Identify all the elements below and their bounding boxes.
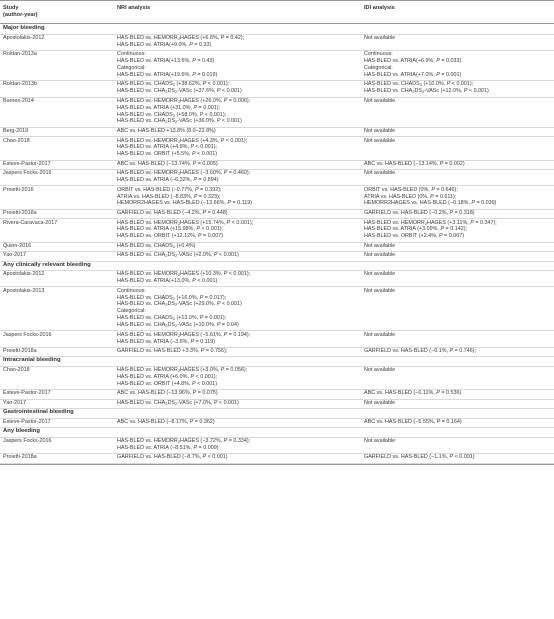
nri-cell: Continuous: HAS-BLED vs. $CHADS_2$ (+16.0%, P = 0.017); HAS-BLED vs. $CHA_2DS_2$-VASc (+29.0%, P < 0.001) Categorical: HAS-BLED vs. $CHADS_2$ (+13.0%, P = 0.001); HAS-BLED vs. $CHA_2DS_2$-VASc (+10.0%, P = 0.04)	[117, 287, 242, 329]
study-cell: Yao-2017	[3, 252, 26, 259]
nri-cell: ABC vs. HAS-BLED (−13.74%, P = 0.005)	[117, 160, 218, 167]
idi-cell: Continuous: HAS-BLED vs. ATRIA(+6.9%, P = 0.033) Categorical: HAS-BLED vs. ATRIA(+7.0%, P = 0.001)	[364, 51, 462, 78]
idi-cell: Not available	[364, 399, 396, 406]
study-cell: Proietti-2016	[3, 186, 34, 193]
study-cell: Barnes-2014	[3, 97, 34, 104]
nri-cell: HAS-BLED vs. $HEMORR_2HAGES$ (+10.3%, P < 0.001); HAS-BLED vs. ATRIA(+13.0%, P < 0.001)	[117, 271, 251, 285]
idi-cell: HAS-BLED vs. $HEMORR_2HAGES$ (+3.11%, P = 0.347); HAS-BLED vs. ATRIA (+3.09%, P = 0.142); HAS-BLED vs. ORBIT (+2.4%, P = 0.067)	[364, 219, 497, 240]
table-row	[0, 187, 554, 210]
study-cell: Jaspers Focks-2016	[3, 331, 52, 338]
idi-cell: ORBIT vs. HAS-BLED (0%, P = 0.646); ATRIA vs. HAS-BLED (0%, P = 0.611); HEMORR2HAGES vs. HAS-BLED (−0.18%, P = 0.039)	[364, 186, 497, 207]
idi-cell: ABC vs. HAS-BLED (−13.14%, P = 0.002)	[364, 160, 465, 167]
table-header	[0, 0, 554, 24]
idi-cell: HAS-BLED vs. $CHADS_2$ (+10.0%, P < 0.001); HAS-BLED vs. $CHA_2DS_2$-VASc (+12.0%, P < 0.001)	[364, 81, 489, 95]
table-row	[0, 438, 554, 454]
nri-cell: HAS-BLED vs. $CHA_2DS_2$-VASc (+2.0%, P < 0.001)	[117, 252, 239, 259]
nri-cell: HAS-BLED vs. $CHADS_2$ (+38.62%, P < 0.001); HAS-BLED vs. $CHA_2DS_2$-VASc (+37.6%, P < 0.001)	[117, 81, 242, 95]
idi-cell: ABC vs. HAS-BLED (−5.55%, P = 0.164)	[364, 418, 462, 425]
nri-cell: ORBIT vs. HAS-BLED (−0.77%, P = 0.392); ATRIA vs. HAS-BLED (−8.83%, P = 0.323); HEMORR2HAGES vs. HAS-BLED (−13.66%, P = 0.119)	[117, 186, 253, 207]
section-divider	[0, 427, 554, 428]
study-cell: Esteve-Pastor-2017	[3, 390, 51, 397]
nri-cell: HAS-BLED vs. $HEMORR_2HAGES$ (+6.8%, P = 0.42); HAS-BLED vs. ATRIA(+9.0%, P = 0.33)	[117, 34, 245, 48]
table-row	[0, 170, 554, 186]
table-row	[0, 98, 554, 128]
section-title: Any bleeding	[3, 428, 40, 435]
idi-cell: GARFIELD vs. HAS-BLED (−1.1%, P < 0.001)	[364, 454, 475, 461]
nri-cell: GARFIELD vs. HAS-BLED (−8.7%, P < 0.001)	[117, 454, 228, 461]
study-cell: Yao-2017	[3, 399, 26, 406]
section-divider	[0, 356, 554, 357]
table-row	[0, 288, 554, 332]
idi-cell: Not available	[364, 97, 396, 104]
section-divider	[0, 408, 554, 409]
section-title: Major bleeding	[3, 25, 45, 31]
idi-cell: Not available	[364, 170, 396, 177]
study-cell: Roldan-2013b	[3, 81, 37, 88]
nri-cell: GARFIELD vs. HAS-BLED +3.3%, P = 0.756);	[117, 348, 228, 355]
nri-cell: GARFIELD vs. HAS-BLED (−4.2%, P = 0.448)	[117, 210, 228, 216]
table-row	[0, 51, 554, 81]
idi-cell: Not available	[364, 437, 396, 444]
study-cell: Apostolakis-2012	[3, 271, 45, 278]
study-cell: Esteve-Pastor-2017	[3, 160, 51, 167]
nri-cell: HAS-BLED vs. $HEMORR_2HAGES$ (+4.3%, P < 0.001); HAS-BLED vs. ATRIA (+4.9%, P < 0.001); HAS-BLED vs. ORBIT (+5.5%, P < 0.001)	[117, 137, 248, 158]
table-row	[0, 35, 554, 51]
table-row	[0, 138, 554, 161]
nri-cell: HAS-BLED vs. $HEMORR_2HAGES$ (+3.0%, P = 0.056); HAS-BLED vs. ATRIA (+6.0%, P < 0.001); HAS-BLED vs. ORBIT (+4.8%, P < 0.001)	[117, 367, 248, 387]
nri-cell: HAS-BLED vs. $CHADS_2$ (+0.4%)	[117, 242, 196, 249]
study-cell: Proietti-2018a	[3, 348, 37, 355]
table-row	[0, 220, 554, 243]
study-cell: Proietti-2018a	[3, 454, 37, 461]
study-cell: Chao-2018	[3, 137, 30, 144]
study-cell: Proietti-2018a	[3, 210, 37, 216]
idi-cell: Not available	[364, 137, 396, 144]
idi-cell: GARFIELD vs. HAS-BLED (−0.1%, P = 0.746);	[364, 348, 477, 355]
idi-cell: Not available	[364, 331, 396, 338]
study-cell: Apostolakis-2013	[3, 287, 45, 294]
idi-cell: Not available	[364, 128, 396, 134]
idi-cell: Not available	[364, 34, 396, 41]
study-cell: Esteve-Pastor-2017	[3, 418, 51, 425]
study-cell: Apostolakis-2012	[3, 34, 45, 41]
idi-cell: Not available	[364, 242, 396, 249]
table-row	[0, 81, 554, 97]
section-title: Intracranial bleeding	[3, 357, 61, 364]
nri-cell: ABC vs. HAS-BLED (−13.96%, P = 0.075)	[117, 390, 218, 397]
nri-cell: ABC vs. HAS-BLED (−8.17%, P = 0.362)	[117, 418, 215, 425]
table-row	[0, 367, 554, 390]
section-title: Any clinically relevant bleeding	[3, 261, 91, 268]
nri-cell: HAS-BLED vs. $HEMORR_2HAGES$ (−3.60%, P = 0.460); HAS-BLED vs. ATRIA (−6.32%, P = 0.894)	[117, 170, 251, 184]
header-idi: IDI analysis	[364, 5, 395, 11]
idi-cell: Not available	[364, 367, 396, 374]
nri-cell: HAS-BLED vs. $CHA_2DS_2$-VASc (+7.0%, P < 0.001)	[117, 399, 239, 406]
idi-cell: Not available	[364, 287, 396, 294]
idi-cell: Not available	[364, 271, 396, 278]
nri-cell: HAS-BLED vs. $HEMORR_2HAGES$ (+15.74%, P < 0.001); HAS-BLED vs. ATRIA (+15.98%, P < 0.001); HAS-BLED vs. ORBIT (+12.12%, P = 0.007)	[117, 219, 254, 240]
idi-cell: ABC vs. HAS-BLED (−0.11%, P = 0.536)	[364, 390, 462, 397]
section-title: Gastrointestinal bleeding	[3, 409, 74, 416]
idi-cell: GARFIELD vs. HAS-BLED (−0.2%, P = 0.318)	[364, 210, 475, 216]
nri-cell: ABC vs. HAS-BLED +13.8% (8.0–22.8%)	[117, 128, 216, 134]
study-cell: Quinn-2016	[3, 242, 32, 249]
header-nri: NRI analysis	[117, 5, 151, 11]
nri-cell: HAS-BLED vs. $HEMORR_2HAGES$ (+26.0%, P = 0.006); HAS-BLED vs. ATRIA (+31.0%, P = 0.001); HAS-BLED vs. $CHADS_2$ (+58.0%, P < 0.001); HAS-BLED vs. $CHA_2DS_2$-VASc (+36.0%, P < 0.001)	[117, 97, 251, 125]
study-cell: Rivera-Caravaca-2017	[3, 219, 58, 226]
idi-cell: Not available	[364, 252, 396, 259]
study-cell: Chao-2018	[3, 367, 30, 374]
header-study: Study (author-year)	[3, 5, 38, 18]
table-bottom-rule	[0, 464, 554, 465]
study-cell: Berg-2019	[3, 128, 29, 134]
table-row	[0, 332, 554, 348]
nri-cell: HAS-BLED vs. $HEMORR_2HAGES$ (−3.72%, P = 0.334); HAS-BLED vs. ATRIA (−8.51%, P = 0.009)	[117, 437, 251, 451]
study-cell: Jaspers Focks-2016	[3, 437, 52, 444]
table-row	[0, 271, 554, 287]
study-cell: Jaspers Focks-2016	[3, 170, 52, 177]
nri-cell: Continuous: HAS-BLED vs. ATRIA(+13.6%, P = 0.43) Categorical: HAS-BLED vs. ATRIA(+19.6%, P = 0.019)	[117, 51, 218, 78]
study-cell: Roldan-2013a	[3, 51, 37, 58]
nri-cell: HAS-BLED vs. $HEMORR_2HAGES$ (−5.61%, P = 0.194); HAS-BLED vs. ATRIA (−3.6%, P = 0.119)	[117, 331, 251, 345]
